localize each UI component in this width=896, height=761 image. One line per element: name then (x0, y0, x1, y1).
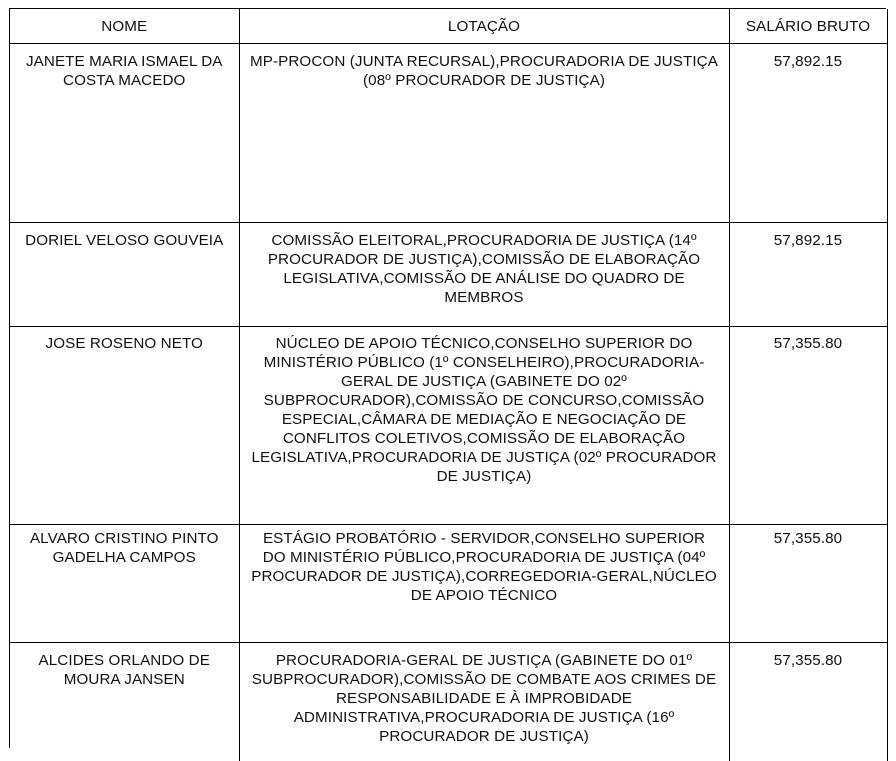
lotacao-text: PROCURADORIA-GERAL DE JUSTIÇA (GABINETE DO 01º SUBPROCURADOR),COMISSÃO DE COMBATE AOS CRIMES DE RESPONSABILIDADE E À IMPROBIDADE ADMINISTRATIVA,PROCURADORIA DE JUSTIÇA (16º PROCURADOR DE JUSTIÇA) (246, 651, 723, 746)
cell-lotacao (239, 643, 729, 761)
lotacao-text: MP-PROCON (JUNTA RECURSAL),PROCURADORIA DE JUSTIÇA (08º PROCURADOR DE JUSTIÇA) (246, 52, 723, 90)
lotacao-text: COMISSÃO ELEITORAL,PROCURADORIA DE JUSTIÇA (14º PROCURADOR DE JUSTIÇA),COMISSÃO DE ELABORAÇÃO LEGISLATIVA,COMISSÃO DE ANÁLISE DO QUADRO DE MEMBROS (246, 231, 723, 307)
cell-lotacao (239, 44, 729, 223)
header-nome: NOME (10, 9, 239, 44)
cell-nome: ALVARO CRISTINO PINTO GADELHA CAMPOS (10, 525, 239, 643)
cell-nome: JANETE MARIA ISMAEL DA COSTA MACEDO (10, 44, 239, 223)
cell-nome: DORIEL VELOSO GOUVEIA (10, 223, 239, 327)
table-row (10, 327, 887, 525)
table-row (10, 223, 887, 327)
header-lotacao: LOTAÇÃO (239, 9, 729, 44)
table-header-row (10, 9, 887, 44)
table-row (10, 643, 887, 761)
cell-lotacao (239, 327, 729, 525)
cell-salario: 57,355.80 (729, 643, 887, 761)
cell-salario: 57,892.15 (729, 44, 887, 223)
cell-nome: JOSE ROSENO NETO (10, 327, 239, 525)
cell-salario: 57,355.80 (729, 525, 887, 643)
header-salario-bruto: SALÁRIO BRUTO (729, 9, 887, 44)
cell-lotacao (239, 223, 729, 327)
cell-salario: 57,892.15 (729, 223, 887, 327)
lotacao-text: ESTÁGIO PROBATÓRIO - SERVIDOR,CONSELHO SUPERIOR DO MINISTÉRIO PÚBLICO,PROCURADORIA DE JUSTIÇA (04º PROCURADOR DE JUSTIÇA),CORREGEDORIA-GERAL,NÚCLEO DE APOIO TÉCNICO (246, 529, 723, 605)
table-row (10, 525, 887, 643)
cell-nome: ALCIDES ORLANDO DE MOURA JANSEN (10, 643, 239, 761)
salary-table-sheet (9, 8, 886, 748)
table-row (10, 44, 887, 223)
lotacao-text: NÚCLEO DE APOIO TÉCNICO,CONSELHO SUPERIOR DO MINISTÉRIO PÚBLICO (1º CONSELHEIRO),PROCURADORIA-GERAL DE JUSTIÇA (GABINETE DO 02º SUBPROCURADOR),COMISSÃO DE CONCURSO,COMISSÃO ESPECIAL,CÂMARA DE MEDIAÇÃO E NEGOCIAÇÃO DE CONFLITOS COLETIVOS,COMISSÃO DE ELABORAÇÃO LEGISLATIVA,PROCURADORIA DE JUSTIÇA (02º PROCURADOR DE JUSTIÇA) (246, 334, 723, 486)
cell-salario: 57,355.80 (729, 327, 887, 525)
cell-lotacao (239, 525, 729, 643)
salary-table (10, 9, 888, 761)
